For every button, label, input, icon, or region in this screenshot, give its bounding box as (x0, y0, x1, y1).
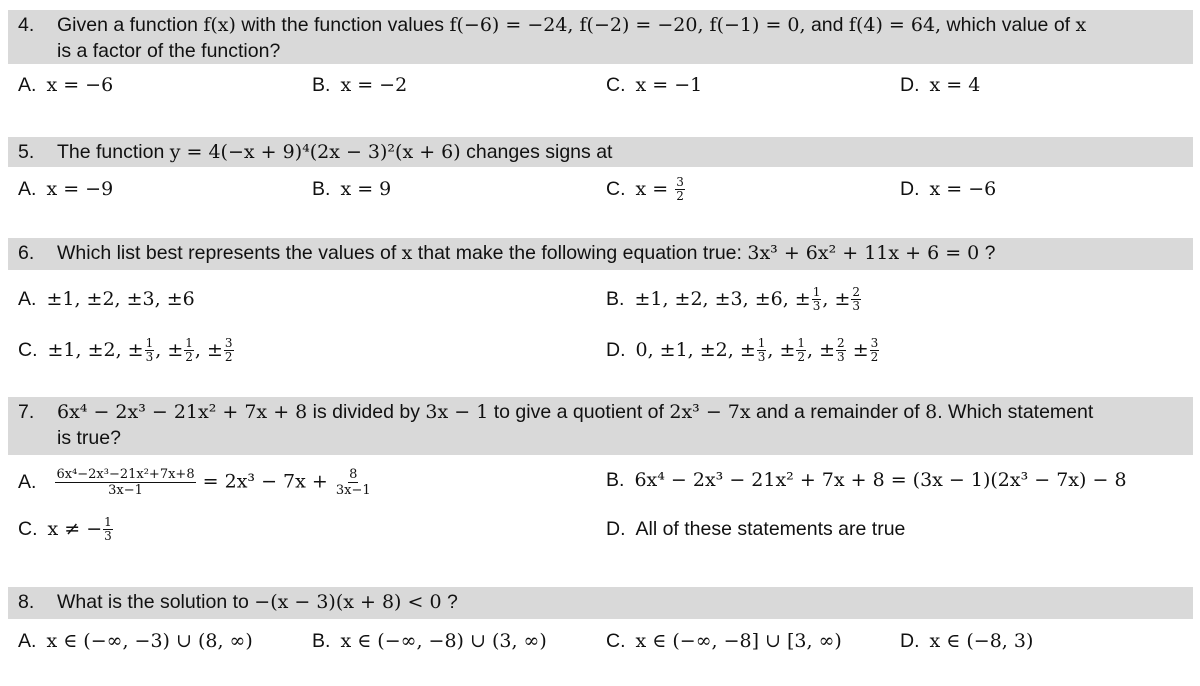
option-c[interactable] (606, 72, 702, 98)
text-part: is divided by (307, 401, 426, 423)
numerator: 3 (676, 175, 684, 190)
denominator: 2 (224, 350, 233, 365)
math-expression: 6x⁴ − 2x³ − 21x² + 7x + 8 (57, 401, 308, 423)
option-b[interactable] (312, 628, 547, 654)
question-number: 6. (18, 242, 35, 264)
option-label: D. (606, 339, 626, 361)
fraction (870, 337, 880, 364)
text-part: ? (441, 591, 458, 613)
text-part: and a remainder of (750, 401, 926, 423)
option-value: x ≠ − (47, 518, 103, 540)
option-value: x = −9 (46, 178, 114, 200)
option-b[interactable] (312, 176, 391, 202)
fraction (851, 286, 861, 313)
option-d[interactable] (900, 176, 996, 202)
fraction (757, 337, 767, 364)
denominator: 2 (797, 350, 806, 365)
fraction (184, 337, 194, 364)
option-c[interactable] (18, 337, 235, 364)
question-4-header (8, 10, 1193, 64)
question-number: 4. (18, 14, 35, 36)
text-part: which value of (941, 14, 1076, 36)
option-b[interactable] (312, 72, 407, 98)
text-part: changes signs at (460, 141, 613, 163)
question-text (57, 12, 1185, 64)
numerator: 6x⁴−2x³−21x²+7x+8 (56, 467, 195, 482)
question-text (57, 240, 1185, 266)
question-number: 7. (18, 401, 35, 423)
text-part: with the function values (235, 14, 450, 36)
numerator: 2 (852, 285, 860, 300)
question-number: 8. (18, 591, 35, 613)
denominator: 3 (104, 529, 112, 544)
option-value: x ∈ (−∞, −3) ∪ (8, ∞) (46, 630, 253, 652)
option-label: A. (18, 630, 37, 652)
option-label: D. (606, 518, 626, 540)
math-expression: x (1075, 14, 1087, 36)
numerator: 1 (757, 336, 766, 351)
math-expression: x (401, 242, 413, 264)
option-value: ±1, ±2, ±3, ±6, ± (634, 288, 811, 310)
numerator: 1 (145, 336, 154, 351)
text-part: that make the following equation true: (412, 242, 748, 264)
option-label: C. (18, 339, 38, 361)
question-6-header (8, 238, 1193, 270)
question-text (57, 139, 1185, 165)
option-label: B. (606, 469, 625, 491)
option-a[interactable] (18, 467, 373, 498)
denominator: 3 (812, 299, 821, 314)
option-a[interactable] (18, 176, 113, 202)
text-part: ? (979, 242, 996, 264)
option-value: ±1, ±2, ±3, ±6 (46, 288, 195, 310)
fraction (103, 516, 113, 543)
option-label: D. (900, 178, 920, 200)
option-value: x = 4 (929, 74, 981, 96)
question-7-header (8, 397, 1193, 455)
question-text (57, 399, 1185, 451)
fraction (796, 337, 806, 364)
math-expression: f(x) (203, 14, 236, 36)
option-a[interactable] (18, 72, 113, 98)
option-d[interactable] (606, 516, 905, 542)
option-c[interactable] (606, 176, 686, 203)
fraction (836, 337, 846, 364)
fraction (55, 467, 195, 498)
separator: ± (846, 339, 869, 361)
option-label: A. (18, 178, 37, 200)
option-label: C. (606, 630, 626, 652)
option-b[interactable] (606, 467, 1127, 493)
separator: , ± (155, 339, 184, 361)
denominator: 3x−1 (335, 483, 371, 498)
text-part: . Which statement (937, 401, 1094, 423)
text-part: is true? (57, 427, 121, 449)
option-label: B. (606, 288, 625, 310)
fraction (812, 286, 822, 313)
option-value: x = −1 (635, 74, 703, 96)
option-value: x ∈ (−8, 3) (929, 630, 1034, 652)
option-d[interactable] (900, 628, 1033, 654)
option-a[interactable] (18, 628, 253, 654)
option-c[interactable] (18, 516, 114, 543)
fraction (224, 337, 234, 364)
option-label: D. (900, 630, 920, 652)
text-part: to give a quotient of (488, 401, 670, 423)
text-part: Given a function (57, 14, 204, 36)
option-value: All of these statements are true (635, 518, 906, 540)
math-expression: 8 (925, 401, 938, 423)
option-label: A. (18, 470, 37, 493)
math-expression: f(4) = 64, (848, 14, 942, 36)
numerator: 3 (870, 336, 879, 351)
option-value: x ∈ (−∞, −8] ∪ [3, ∞) (635, 630, 842, 652)
denominator: 3 (837, 350, 845, 365)
option-c[interactable] (606, 628, 842, 654)
option-label: D. (900, 74, 920, 96)
option-a[interactable] (18, 286, 195, 312)
option-d[interactable] (606, 337, 880, 364)
option-value: = 2x³ − 7x + (196, 470, 334, 493)
denominator: 3 (145, 350, 154, 365)
text-part: The function (57, 141, 170, 163)
numerator: 3 (224, 336, 233, 351)
denominator: 2 (870, 350, 879, 365)
option-label: A. (18, 288, 37, 310)
text-part: and (805, 14, 849, 36)
math-expression: y = 4(−x + 9)⁴(2x − 3)²(x + 6) (169, 141, 461, 163)
question-5-header (8, 137, 1193, 167)
option-value: x = 9 (340, 178, 392, 200)
option-value: x = −6 (46, 74, 114, 96)
option-b[interactable] (606, 286, 862, 313)
option-value: ±1, ±2, ± (47, 339, 144, 361)
math-expression: −(x − 3)(x + 8) < 0 (254, 591, 442, 613)
numerator: 1 (104, 515, 112, 530)
text-part: Which list best represents the values of (57, 242, 402, 264)
option-value: 6x⁴ − 2x³ − 21x² + 7x + 8 = (3x − 1)(2x³ − 7x) − 8 (634, 469, 1127, 491)
text-part: is a factor of the function? (57, 40, 281, 62)
option-label: B. (312, 74, 331, 96)
math-expression: 3x − 1 (425, 401, 489, 423)
option-d[interactable] (900, 72, 980, 98)
option-value: x = −6 (929, 178, 997, 200)
question-number: 5. (18, 141, 35, 163)
numerator: 2 (837, 336, 845, 351)
math-expression: f(−6) = −24, f(−2) = −20, f(−1) = 0, (449, 14, 806, 36)
denominator: 3 (757, 350, 766, 365)
separator: , ± (807, 339, 836, 361)
fraction (145, 337, 155, 364)
denominator: 2 (185, 350, 193, 365)
option-label: A. (18, 74, 37, 96)
option-value: x ∈ (−∞, −8) ∪ (3, ∞) (340, 630, 547, 652)
separator: , ± (822, 288, 851, 310)
option-value: 0, ±1, ±2, ± (635, 339, 756, 361)
question-text (57, 589, 1185, 615)
separator: , ± (194, 339, 223, 361)
denominator: 2 (676, 189, 684, 204)
option-label: C. (606, 74, 626, 96)
option-label: B. (312, 630, 331, 652)
option-value: x = (635, 178, 675, 200)
fraction (675, 176, 685, 203)
numerator: 1 (185, 336, 193, 351)
denominator: 3 (852, 299, 860, 314)
math-expression: 3x³ + 6x² + 11x + 6 = 0 (747, 242, 980, 264)
option-value: x = −2 (340, 74, 408, 96)
separator: , ± (767, 339, 796, 361)
numerator: 1 (812, 285, 821, 300)
question-8-header (8, 587, 1193, 619)
fraction (335, 467, 372, 498)
denominator: 3x−1 (108, 483, 143, 498)
math-expression: 2x³ − 7x (669, 401, 751, 423)
option-label: C. (606, 178, 626, 200)
text-part: What is the solution to (57, 591, 255, 613)
option-label: B. (312, 178, 331, 200)
numerator: 1 (797, 336, 806, 351)
option-label: C. (18, 518, 38, 540)
numerator: 8 (349, 467, 358, 482)
